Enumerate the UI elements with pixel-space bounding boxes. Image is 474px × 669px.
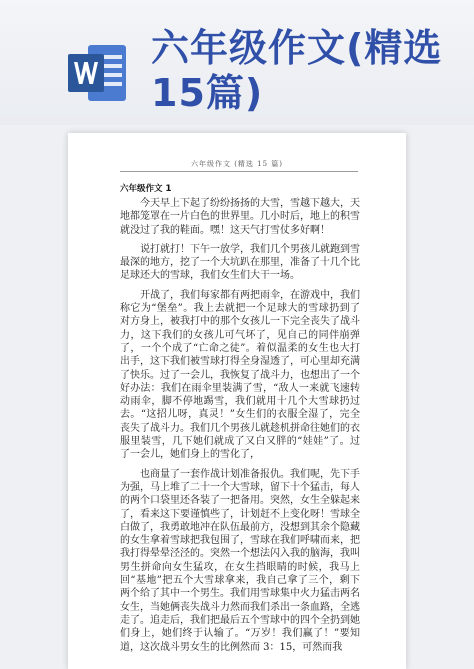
document-title: [151, 26, 461, 116]
paragraph-4: 也商量了一套作战计划准备报仇。我们呢，先下手为强，马上堆了二十一个大雪球，留下十个猛击，每人的两个口袋里还各装了一把备用。突然，女生全躲起来了，看来这下要谨慎些了，计划赶不上变化呀！雪球全白做了，我勇敢地冲在队伍最前方，没想到其余个隐藏的女生拿着雪球把我包围了，雪球在我们呼啸而来，把我打得晕晕泾泾的。突然一个想法闪入我的脑海，我叫男生拼命向女生猛攻，在女生挡眼睛的时候，我马上回“基地”把五个大雪球拿来，我自己拿了三个，剩下两个给了其中一个男生。我们用雪球集中火力猛击两名女生，当她俩丧失战斗力然而我们杀出一条血路，全逃走了。追走后，我们把最后五个雪球中的四个全扔到她们身上，她们终于认输了。“万岁！我们赢了！”要知道，这次战斗男女生的比例然而 3：15，可然而我: [120, 468, 360, 653]
header-divider: [120, 171, 358, 172]
word-icon: [66, 42, 128, 104]
document-preview-banner: [0, 0, 474, 125]
document-body: [120, 197, 360, 660]
paragraph-1: 今天早上下起了纷纷扬扬的大雪，雪越下越大，天地都笼罩在一片白色的世界里。几小时后，地上的积雪就没过了我的鞋面。嘿！这天气打雪仗多好啊！: [120, 198, 360, 236]
title-line-2: 15篇): [151, 71, 264, 115]
page-header: 六年级作文 (精选 15 篇): [190, 160, 284, 168]
section-heading: 六年级作文 1: [120, 184, 172, 194]
document-page[interactable]: [68, 133, 406, 669]
paragraph-2: 说打就打！下午一放学，我们几个男孩儿就跑到雪最深的地方，挖了一个大坑趴在那里，准备了十几个比足球还大的雪球，我们女生们大干一场。: [120, 243, 360, 282]
title-line-1: 六年级作文(精选: [151, 26, 443, 70]
paragraph-3: 开战了，我们每家都有两把雨伞，在游戏中，我们称它为“堡垒”。我上去就把一个足球大的雪球扔到了对方身上，被我打中的那个女孩儿一下完全丧失了战斗力，这下我们的女孩儿可气坏了，见自己的同伴崩弹了，一个个成了“亡命之徒”。着似温柔的女生也大打出手，这下我们被雪球打得全身湿透了，可心里却充满了快乐。过了一会儿，我恢复了战斗力，也想出了一个好办法：我们在雨伞里装满了雪，“敌人一来就飞速转动雨伞，脚不停地踢雪，我们就用十几个大雪球扔过去。“这招儿呀，真灵！”女生们的衣服全湿了，完全丧失了战斗力。我们几个男孩儿就趁机拼命往她们的衣服里装雪，几下她们就成了又白又胖的“娃娃”了。过了一会儿，她们身上的雪化了，: [120, 289, 360, 461]
